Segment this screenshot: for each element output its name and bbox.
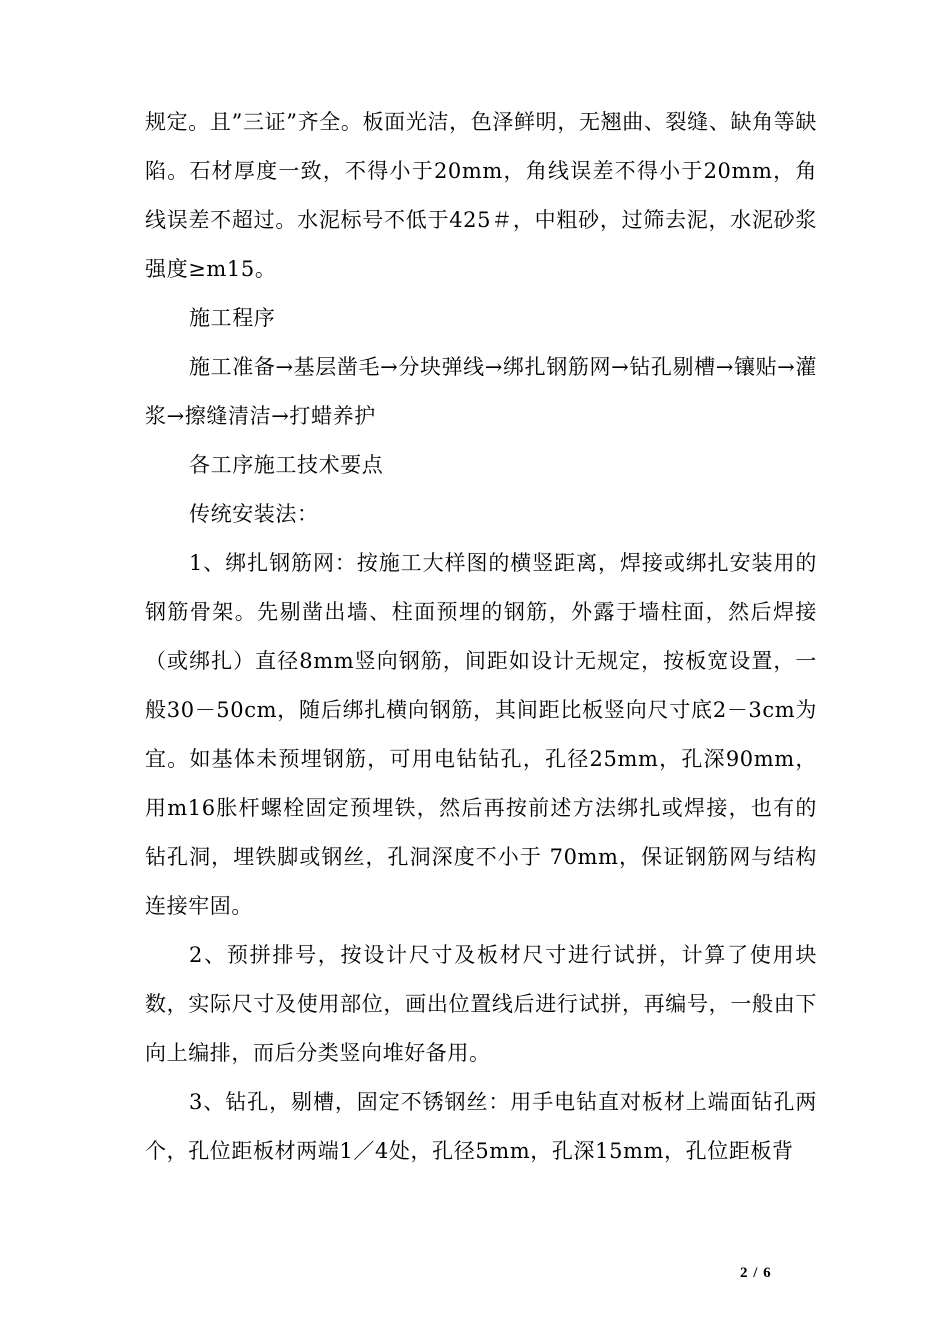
paragraph-3: 施工准备→基层凿毛→分块弹线→绑扎钢筋网→钻孔剔槽→镶贴→灌浆→擦缝清洁→打蜡养护 [145, 355, 817, 428]
paragraph-4: 各工序施工技术要点 [189, 453, 384, 477]
paragraph-5: 传统安装法： [189, 502, 319, 526]
paragraph-1: 规定。且”三证”齐全。板面光洁，色泽鲜明，无翘曲、裂缝、缺角等缺陷。石材厚度一致，不得小于20mm，角线误差不得小于20mm，角线误差不超过。水泥标号不低于425＃，中粗砂，过筛去泥，水泥砂浆强度≥m15。 [145, 110, 817, 281]
paragraph-8: 3、钻孔，剔槽，固定不锈钢丝：用手电钻直对板材上端面钻孔两个，孔位距板材两端1／4处，孔径5mm，孔深15mm，孔位距板背 [145, 1090, 817, 1163]
page-number: 2 / 6 [740, 1265, 772, 1281]
paragraph-7: 2、预拼排号，按设计尺寸及板材尺寸进行试拼，计算了使用块数，实际尺寸及使用部位，画出位置线后进行试拼，再编号，一般由下向上编排，而后分类竖向堆好备用。 [145, 943, 817, 1065]
paragraph-2: 施工程序 [189, 306, 276, 330]
paragraph-6: 1、绑扎钢筋网：按施工大样图的横竖距离，焊接或绑扎安装用的钢筋骨架。先剔凿出墙、柱面预埋的钢筋，外露于墙柱面，然后焊接（或绑扎）直径8mm竖向钢筋，间距如设计无规定，按板宽设置，一般30－50cm，随后绑扎横向钢筋，其间距比板竖向尺寸底2－3cm为宜。如基体未预埋钢筋，可用电钻钻孔，孔径25mm，孔深90mm，用m16胀杆螺栓固定预埋铁，然后再按前述方法绑扎或焊接，也有的钻孔洞，埋铁脚或钢丝，孔洞深度不小于 70mm，保证钢筋网与结构连接牢固。 [145, 551, 817, 918]
document-body [145, 98, 817, 1176]
